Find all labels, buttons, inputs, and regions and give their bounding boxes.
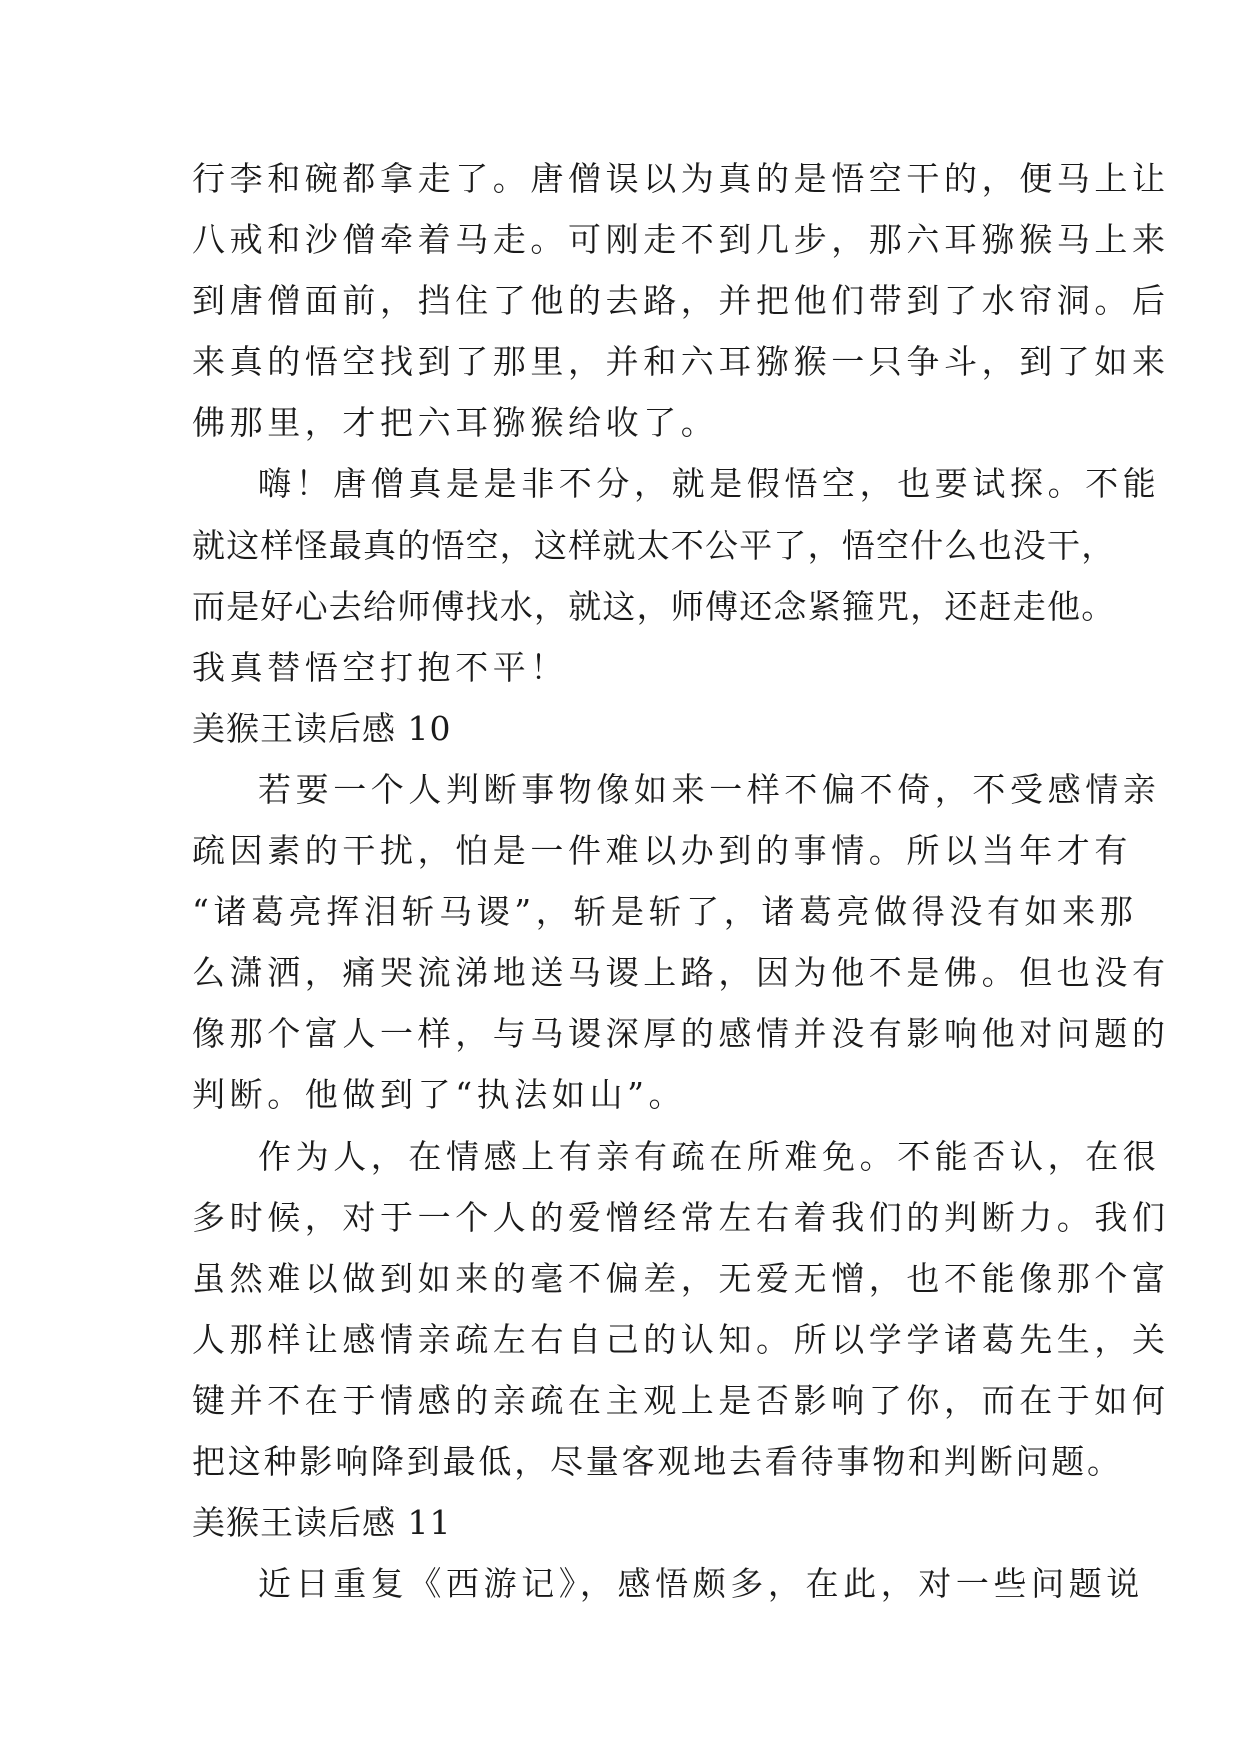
text-line: “诸葛亮挥泪斩马谡”，斩是斩了，诸葛亮做得没有如来那 <box>192 892 1138 932</box>
text-line: 判断。他做到了“执法如山”。 <box>192 1075 687 1115</box>
text-line: 我真替悟空打抱不平！ <box>192 647 568 687</box>
paragraph-start-line: 若要一个人判断事物像如来一样不偏不倚，不受感情亲 <box>258 769 1161 809</box>
text-line: 键并不在于情感的亲疏在主观上是否影响了你，而在于如何 <box>192 1380 1170 1420</box>
text-line: 就这样怪最真的悟空，这样就太不公平了，悟空什么也没干， <box>192 525 1116 565</box>
paragraph-start-line: 嗨！唐僧真是是非不分，就是假悟空，也要试探。不能 <box>258 464 1161 504</box>
text-line: 而是好心去给师傅找水，就这，师傅还念紧箍咒，还赶走他。 <box>192 586 1116 626</box>
text-line: 么潇洒，痛哭流涕地送马谡上路，因为他不是佛。但也没有 <box>192 953 1170 993</box>
section-heading: 美猴王读后感 11 <box>192 1503 452 1543</box>
paragraph-start-line: 近日重复《西游记》，感悟颇多，在此，对一些问题说 <box>258 1564 1144 1604</box>
text-line: 人那样让感情亲疏左右自己的认知。所以学学诸葛先生，关 <box>192 1319 1170 1359</box>
section-heading: 美猴王读后感 10 <box>192 708 452 748</box>
text-line: 到唐僧面前，挡住了他的去路，并把他们带到了水帘洞。后 <box>192 281 1170 321</box>
paragraph-start-line: 作为人，在情感上有亲有疏在所难免。不能否认，在很 <box>258 1136 1161 1176</box>
text-line: 虽然难以做到如来的毫不偏差，无爱无憎，也不能像那个富 <box>192 1258 1170 1298</box>
text-line: 把这种影响降到最低，尽量客观地去看待事物和判断问题。 <box>192 1441 1123 1481</box>
text-line: 像那个富人一样，与马谡深厚的感情并没有影响他对问题的 <box>192 1014 1170 1054</box>
body-text <box>192 148 1170 1614</box>
text-line: 疏因素的干扰，怕是一件难以办到的事情。所以当年才有 <box>192 831 1132 871</box>
text-line: 来真的悟空找到了那里，并和六耳猕猴一只争斗，到了如来 <box>192 342 1170 382</box>
text-line: 八戒和沙僧牵着马走。可刚走不到几步，那六耳猕猴马上来 <box>192 220 1170 260</box>
text-line: 多时候，对于一个人的爱憎经常左右着我们的判断力。我们 <box>192 1197 1170 1237</box>
text-line: 行李和碗都拿走了。唐僧误以为真的是悟空干的，便马上让 <box>192 159 1170 198</box>
text-line: 佛那里，才把六耳猕猴给收了。 <box>192 403 719 443</box>
